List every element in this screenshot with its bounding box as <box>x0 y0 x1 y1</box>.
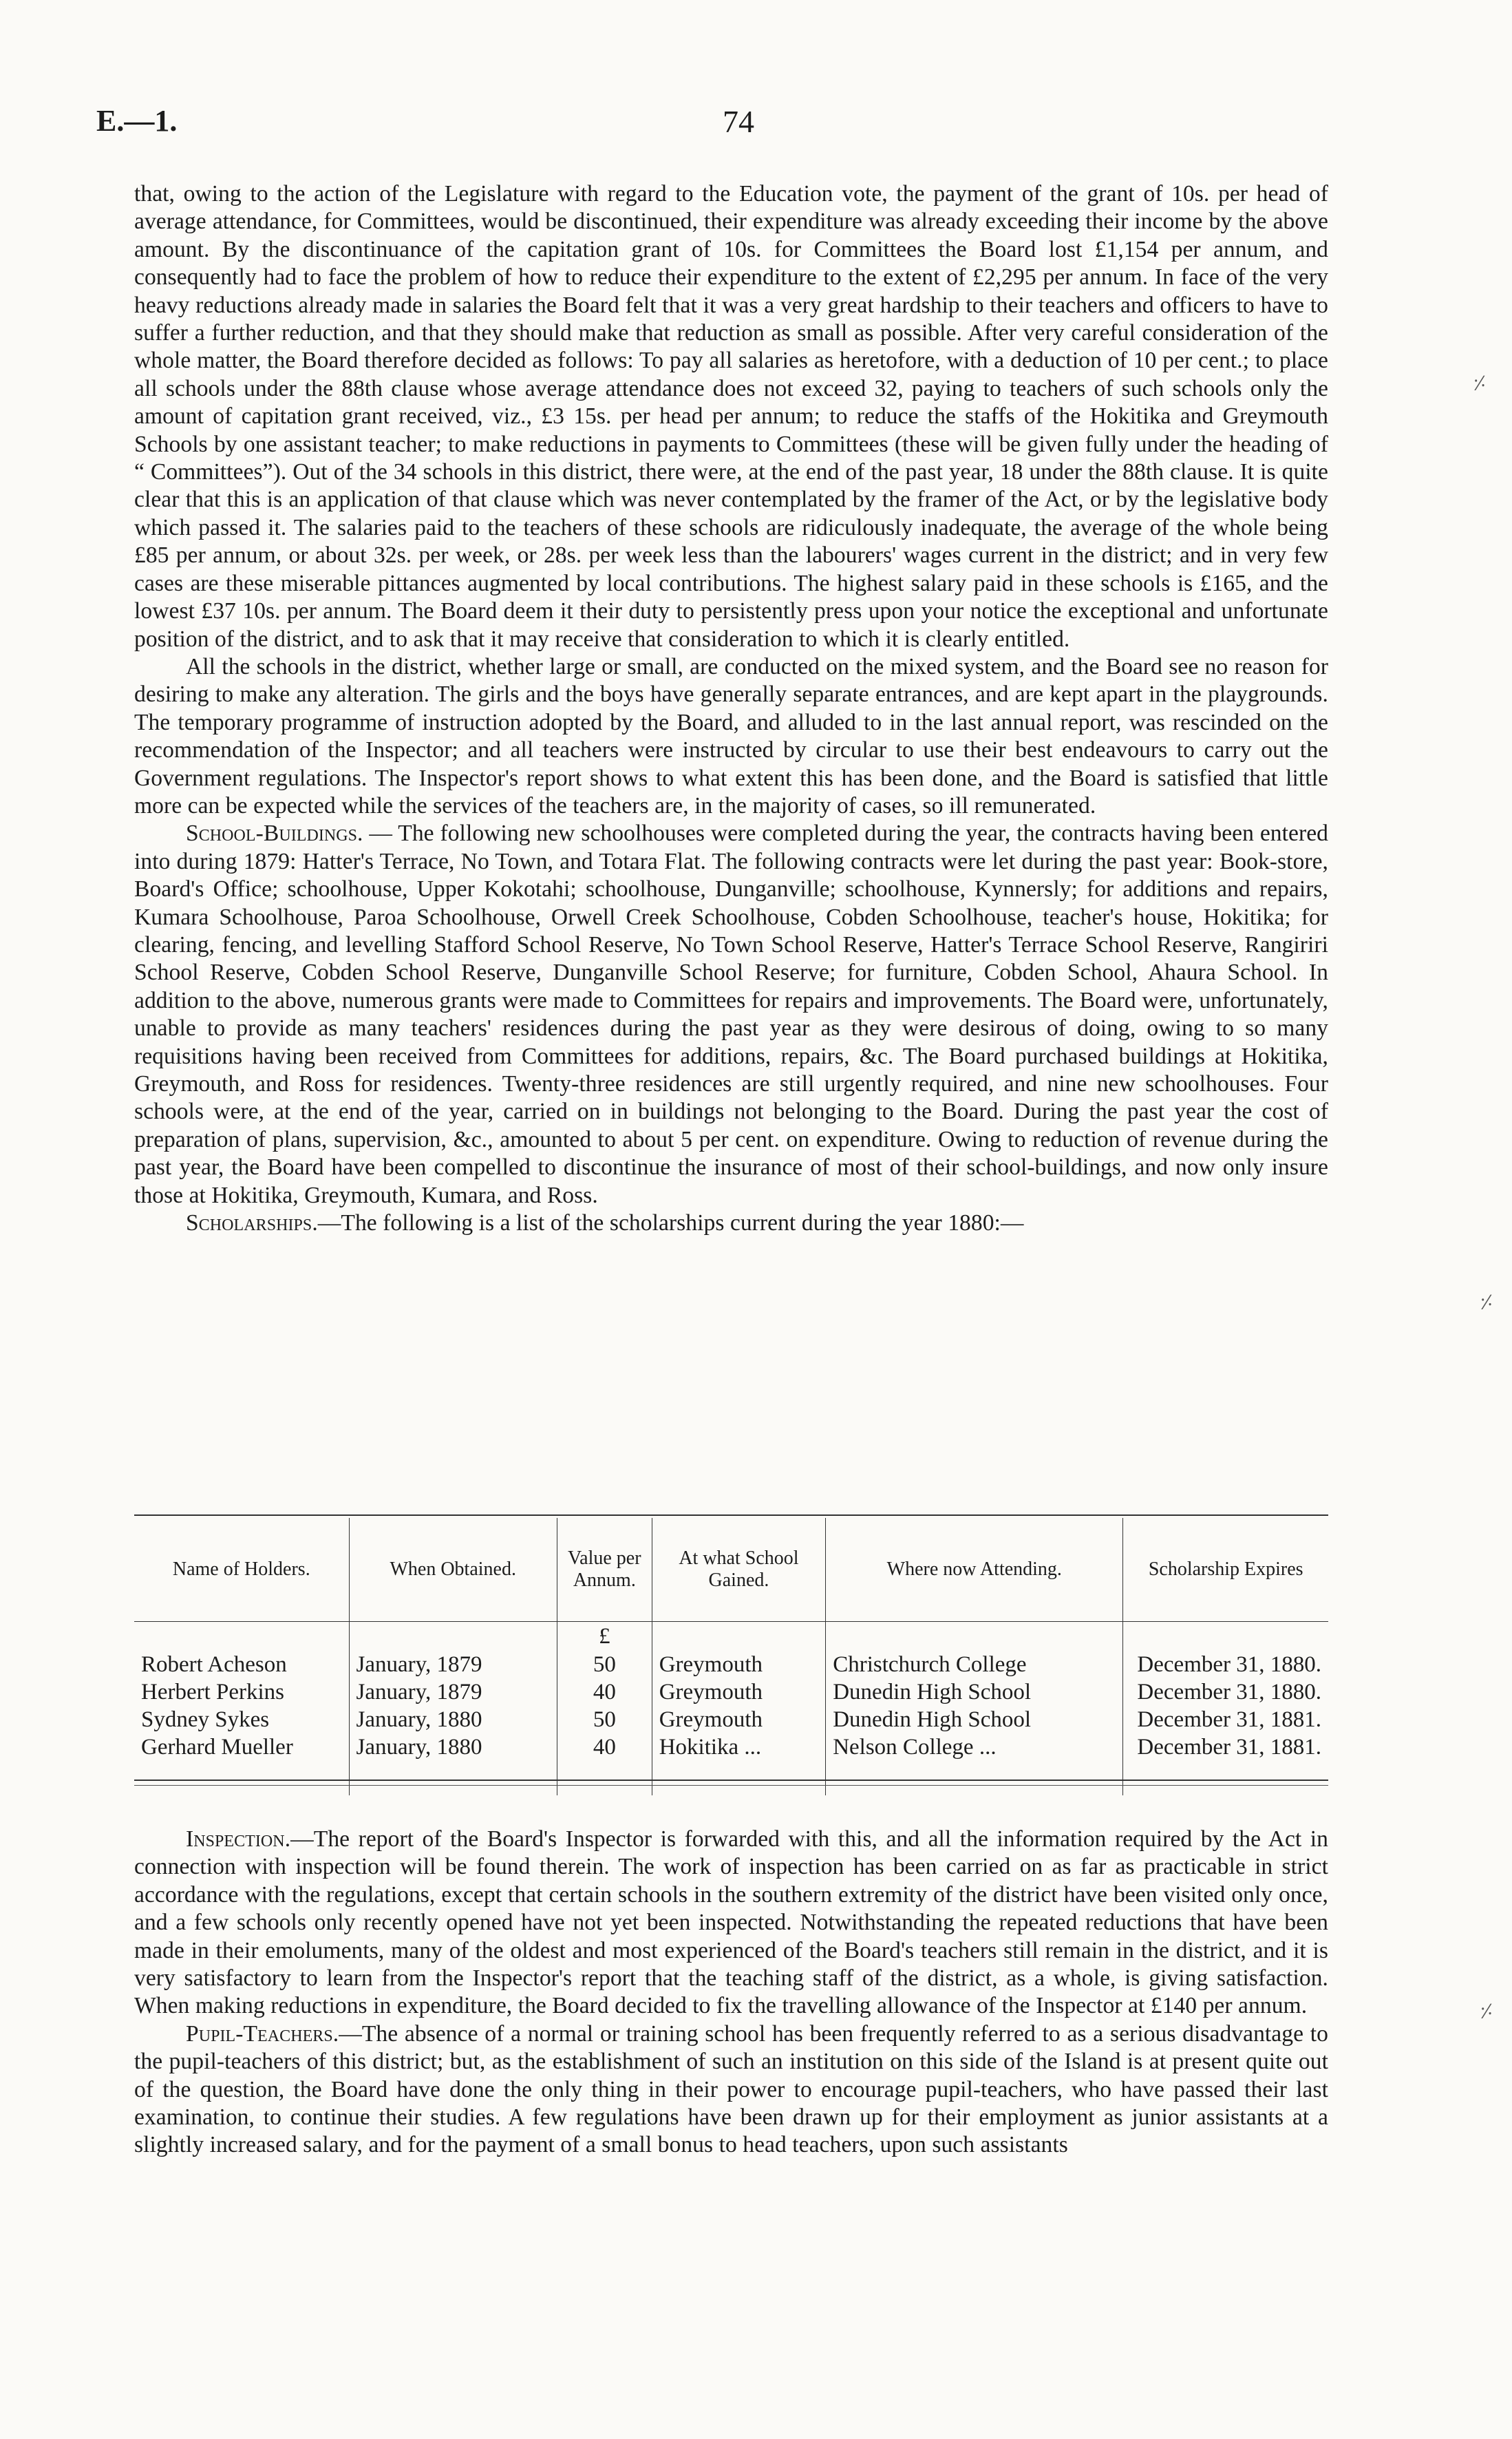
expires: December 31, 1881. <box>1123 1706 1328 1733</box>
table-row <box>134 1678 1328 1706</box>
pupil-teachers-heading: Pupil-Teachers. <box>186 2020 339 2047</box>
document-reference: E.—1. <box>96 104 178 138</box>
school-gained: Greymouth <box>652 1678 825 1706</box>
paragraph-salaries: that, owing to the action of the Legislature with regard to the Education vote, the payment of the grant of 10s. per head of average attendance, for Committees, would be discontinued, their expenditure was already exceeding their income by the above amount. By the discontinuance of the capitation grant of 10s. for Committees the Board lost £1,154 per annum, and consequently had to face the problem of how to reduce their expenditure to the extent of £2,295 per annum. In face of the very heavy reductions already made in salaries the Board felt that it was a very great hardship to their teachers and officers to have to suffer a further reduction, and that they should make that reduction as small as possible. After very careful consideration of the whole matter, the Board therefore decided as follows: To pay all salaries as heretofore, with a deduction of 10 per cent.; to place all schools under the 88th clause whose average attendance does not exceed 32, paying to teachers of such schools only the amount of capitation grant received, viz., £3 15s. per head per annum; to reduce the staffs of the Hokitika and Greymouth Schools by one assistant teacher; to make reductions in payments to Committees (these will be given fully under the heading of “ Committees”). Out of the 34 schools in this district, there were, at the end of the past year, 18 under the 88th clause. It is quite clear that this is an application of that clause which was never contemplated by the framer of the Act, or by the legislative body which passed it. The salaries paid to the teachers of these schools are ridiculously inadequate, the average of the whole being £85 per annum, or about 32s. per week, or 28s. per week less than the labourers' wages current in the district; and in very few cases are these miserable pittances augmented by local contributions. The highest salary paid in these schools is £165, and the lowest £37 10s. per annum. The Board deem it their duty to persistently press upon your notice the exceptional and unfortunate position of the district, and to ask that it may receive that consideration to which it is clearly entitled. <box>134 181 1328 652</box>
paragraph-scholarships <box>134 1210 1328 1237</box>
currency-symbol: £ <box>557 1622 652 1651</box>
value-per-annum: 40 <box>557 1678 652 1706</box>
when-obtained: January, 1880 <box>349 1733 557 1795</box>
table-row <box>134 1651 1328 1678</box>
table-row <box>134 1733 1328 1795</box>
school-gained: Hokitika ... <box>652 1733 825 1795</box>
expires: December 31, 1880. <box>1123 1678 1328 1706</box>
expires: December 31, 1880. <box>1123 1651 1328 1678</box>
when-obtained: January, 1879 <box>349 1678 557 1706</box>
col-header-obtained: When Obtained. <box>349 1518 557 1622</box>
scholarships-table <box>134 1518 1328 1795</box>
holder-name: Sydney Sykes <box>141 1707 270 1732</box>
page-header <box>96 103 1376 145</box>
inspection-text: —The report of the Board's Inspector is forwarded with this, and all the information required by the Act in connection with inspection will be found therein. The work of inspection has been carried on as far as practicable in strict accordance with the regulations, except that certain schools in the southern extremity of the district have been visited only once, and a few schools only recently opened have not yet been inspected. Notwithstanding the repeated reductions that have been made in their emoluments, many of the oldest and most experienced of the Board's teachers still remain in the district, and it is very satisfactory to learn from the Inspector's report that the teaching staff of the district, as a whole, is giving satisfaction. When making reductions in expenditure, the Board decided to fix the travelling allowance of the Inspector at £140 per annum. <box>134 1826 1328 2019</box>
paragraph-inspection <box>134 1826 1328 2020</box>
holder-name: Herbert Perkins <box>141 1680 285 1704</box>
now-attending: Nelson College ... <box>826 1733 1123 1795</box>
paragraph-pupil-teachers <box>134 2020 1328 2160</box>
page-number: 74 <box>723 104 754 139</box>
holder-name: Gerhard Mueller <box>141 1735 293 1760</box>
paragraph-mixed-system: All the schools in the district, whether large or small, are conducted on the mixed system, and the Board see no reason for desiring to make any alteration. The girls and the boys have generally separate entrances, and are kept apart in the playgrounds. The temporary programme of instruction adopted by the Board, and alluded to in the last annual report, was rescinded on the recommendation of the Inspector; and all teachers were instructed by circular to use their best endeavours to carry out the Government regulations. The Inspector's report shows to what extent this has been done, and the Board is satisfied that little more can be expected while the services of the teachers are, in the majority of cases, so ill remunerated. <box>134 653 1328 819</box>
col-header-name: Name of Holders. <box>134 1518 349 1622</box>
school-gained: Greymouth <box>652 1651 825 1678</box>
value-per-annum: 50 <box>557 1651 652 1678</box>
table-header-row <box>134 1518 1328 1622</box>
scholarships-heading: Scholarships. <box>186 1210 318 1236</box>
now-attending: Dunedin High School <box>826 1706 1123 1733</box>
school-buildings-heading: School-Buildings. <box>186 821 363 847</box>
table-row <box>134 1706 1328 1733</box>
when-obtained: January, 1880 <box>349 1706 557 1733</box>
margin-mark-icon: ⸓ <box>1480 2000 1493 2023</box>
body-text-bottom <box>134 1826 1328 2160</box>
expires: December 31, 1881. <box>1123 1733 1328 1795</box>
table-bottom-rule-inner <box>134 1785 1328 1786</box>
now-attending: Dunedin High School <box>826 1678 1123 1706</box>
pupil-teachers-text: —The absence of a normal or training school has been frequently referred to as a serious disadvantage to the pupil-teachers of this district; but, as the establishment of such an institution on this side of the Island is at present quite out of the question, the Board have done the only thing in their power to encourage pupil-teachers, who have passed their last examination, to continue their studies. A few regulations have been drawn up for their employment as junior assistants at a slightly increased salary, and for the payment of a small bonus to head teachers, upon such assistants <box>134 2020 1328 2158</box>
body-text-top <box>134 180 1328 1237</box>
col-header-value: Value per Annum. <box>557 1518 652 1622</box>
inspection-heading: Inspection. <box>186 1826 291 1852</box>
table-top-rule <box>134 1514 1328 1516</box>
value-per-annum: 40 <box>557 1733 652 1795</box>
col-header-expires: Scholarship Expires <box>1123 1518 1328 1622</box>
when-obtained: January, 1879 <box>349 1651 557 1678</box>
currency-row <box>134 1622 1328 1651</box>
value-per-annum: 50 <box>557 1706 652 1733</box>
col-header-school: At what School Gained. <box>652 1518 825 1622</box>
margin-mark-icon: ⸓ <box>1480 1291 1493 1314</box>
col-header-attending: Where now Attending. <box>826 1518 1123 1622</box>
school-gained: Greymouth <box>652 1706 825 1733</box>
margin-mark-icon: ⸓ <box>1473 372 1487 395</box>
paragraph-school-buildings <box>134 820 1328 1210</box>
school-buildings-text: — The following new schoolhouses were completed during the year, the contracts having been entered into during 1879: Hatter's Terrace, No Town, and Totara Flat. The following contracts were let during the past year: Book-store, Board's Office; schoolhouse, Upper Kokotahi; schoolhouse, Dunganville; schoolhouse, Kynnersly; for additions and repairs, Kumara Schoolhouse, Paroa Schoolhouse, Orwell Creek Schoolhouse, Cobden Schoolhouse, teacher's house, Hokitika; for clearing, fencing, and levelling Stafford School Reserve, No Town School Reserve, Hatter's Terrace School Reserve, Rangiriri School Reserve, Cobden School Reserve, Dunganville School Reserve; for furniture, Cobden School, Ahaura School. In addition to the above, numerous grants were made to Committees for repairs and improvements. The Board were, unfortunately, unable to provide as many teachers' residences during the past year as they were desirous of doing, owing to so many requisitions having been received from Committees for additions, repairs, &c. The Board purchased buildings at Hokitika, Greymouth, and Ross for residences. Twenty-three residences are still urgently required, and nine new schoolhouses. Four schools were, at the end of the year, carried on in buildings not belonging to the Board. During the past year the cost of preparation of plans, supervision, &c., amounted to about 5 per cent. on expenditure. Owing to reduction of revenue during the past year, the Board have been compelled to discontinue the insurance of most of their school-buildings, and now only insure those at Hokitika, Greymouth, Kumara, and Ross. <box>134 821 1328 1208</box>
table-bottom-rule <box>134 1780 1328 1781</box>
holder-name: Robert Acheson <box>141 1652 287 1677</box>
scholarships-text: —The following is a list of the scholarships current during the year 1880:— <box>317 1210 1024 1236</box>
now-attending: Christchurch College <box>826 1651 1123 1678</box>
